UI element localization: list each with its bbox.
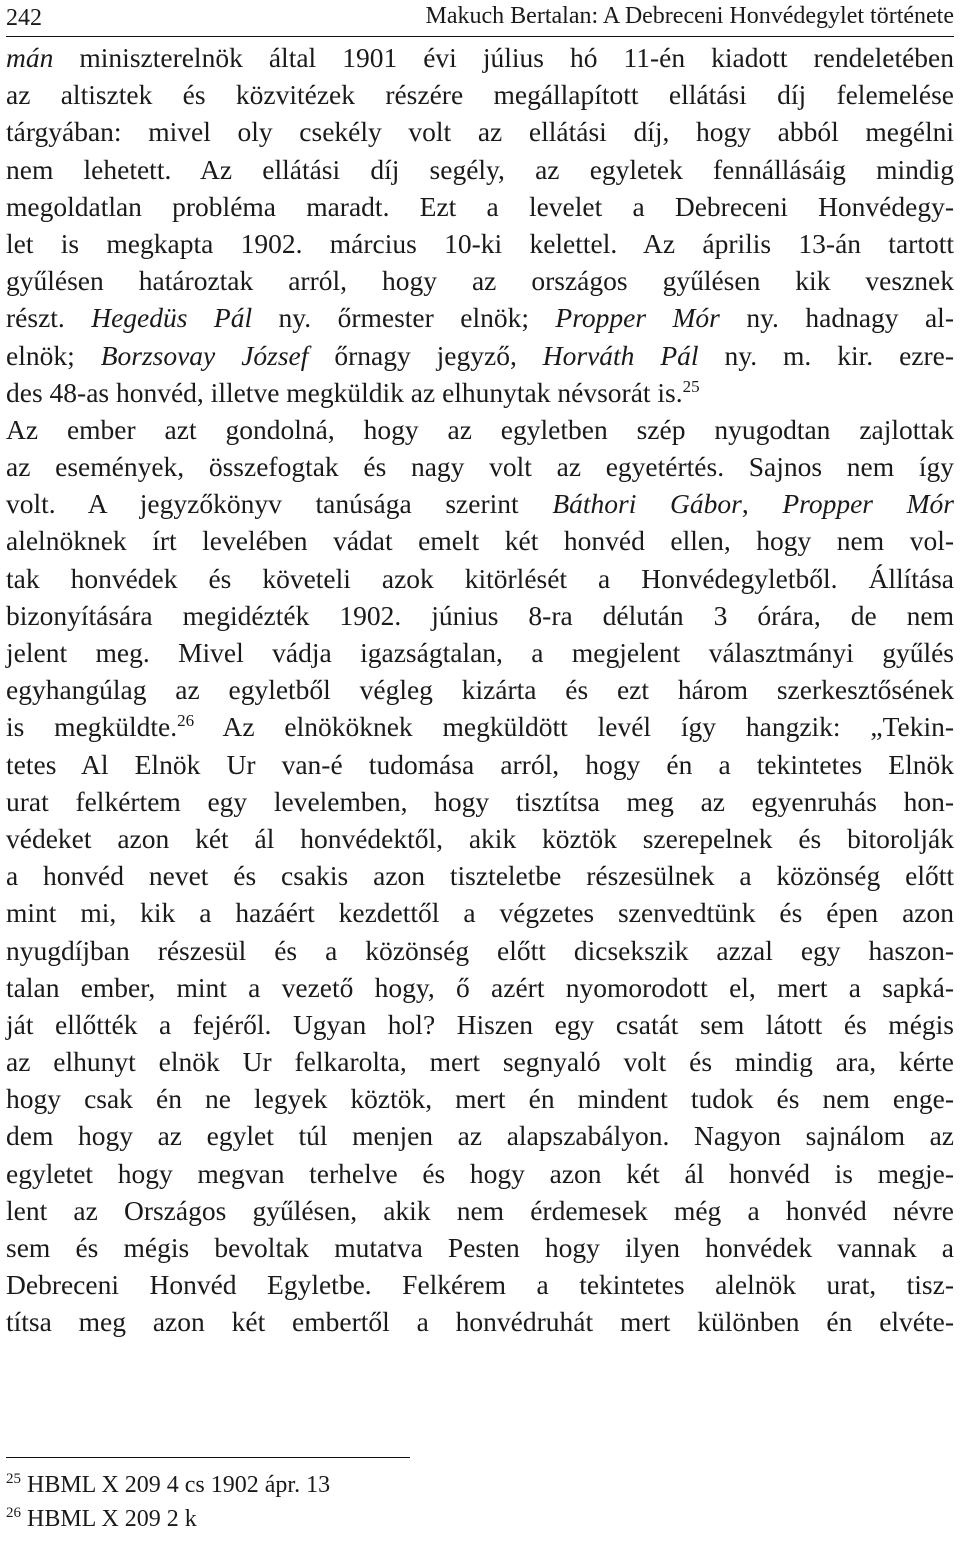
text-line: a honvéd nevet és csakis azon tiszteletbe részesülnek a közönség előtt — [6, 860, 954, 892]
text-line: részt. Hegedüs Pál ny. őrmester elnök; Propper Mór ny. hadnagy al- — [6, 302, 954, 334]
footnote-mark: 25 — [6, 1471, 21, 1487]
text-line: sem és mégis bevoltak mutatva Pesten hogy ilyen honvédek vannak a — [6, 1232, 954, 1263]
page-number: 242 — [6, 5, 42, 31]
text-line: mint mi, kik a hazáért kezdettől a végzetes szenvedtünk és épen azon — [6, 897, 954, 929]
text-line: gyűlésen határoztak arról, hogy az országos gyűlésen kik vesznek — [6, 265, 954, 297]
text-line: talan ember, mint a vezető hogy, ő azért nyomorodott el, mert a sapká- — [6, 971, 954, 1003]
text-line: tetes Al Elnök Ur van-é tudomása arról, hogy én a tekintetes Elnök — [6, 748, 954, 780]
text-line: lent az Országos gyűlésen, akik nem érdemesek még a honvéd névre — [6, 1194, 954, 1226]
running-title: Makuch Bertalan: A Debreceni Honvédegylet története — [425, 3, 954, 29]
text-line: egyhangúlag az egyletből végleg kizárta és ezt három szerkesztősének — [6, 674, 954, 706]
text-line: Az ember azt gondolná, hogy az egyletben szép nyugodtan zajlottak — [6, 413, 954, 445]
text-line: elnök; Borzsovay József őrnagy jegyző, Horváth Pál ny. m. kir. ezre- — [6, 339, 954, 371]
text-line: nyugdíjban részesül és a közönség előtt dicsekszik azzal egy haszon- — [6, 934, 954, 966]
text-line: nem lehetett. Az ellátási díj segély, az egyletek fennállásáig mindig — [6, 153, 954, 185]
text-line: védeket azon két ál honvédektől, akik köztök szerepelnek és bitorolják — [6, 822, 954, 854]
text-line: dem hogy az egylet túl menjen az alapszabályon. Nagyon sajnálom az — [6, 1120, 954, 1152]
footnote-text: HBML X 209 2 k — [27, 1506, 197, 1532]
text-line: hogy csak én ne legyek köztök, mert én mindent tudok és nem enge- — [6, 1083, 954, 1115]
text-line: des 48-as honvéd, illetve megküldik az elhunytak névsorát is.$^{25}$ — [6, 376, 700, 408]
text-line: Debreceni Honvéd Egyletbe. Felkérem a tekintetes alelnök urat, tisz- — [6, 1269, 954, 1301]
text-line: az események, összefogtak és nagy volt az egyetértés. Sajnos nem így — [6, 451, 954, 483]
footnote-text: HBML X 209 4 cs 1902 ápr. 13 — [27, 1472, 331, 1498]
text-line: let is megkapta 1902. március 10-ki kelettel. Az április 13-án tartott — [6, 227, 954, 259]
text-line: bizonyítására megidézték 1902. június 8-ra délután 3 órára, de nem — [6, 599, 954, 631]
footnote-separator — [6, 1457, 410, 1458]
text-line: ját ellőtték a fejéről. Ugyan hol? Hiszen egy csatát sem látott és mégis — [6, 1008, 954, 1040]
text-line: mán miniszterelnök által 1901 évi július hó 11-én kiadott rendeletében — [6, 42, 954, 73]
text-line: tak honvédek és követeli azok kitörlését a Honvédegyletből. Állítása — [6, 562, 954, 594]
footnotes — [6, 1468, 330, 1536]
text-line: urat felkértem egy levelemben, hogy tisztítsa meg az egyenruhás hon- — [6, 785, 954, 817]
text-line: volt. A jegyzőkönyv tanúsága szerint Báthori Gábor, Propper Mór — [6, 488, 955, 520]
text-line: jelent meg. Mivel vádja igazságtalan, a megjelent választmányi gyűlés — [6, 637, 954, 668]
footnote-26 — [6, 1502, 330, 1536]
body-text — [6, 37, 954, 1341]
text-line: alelnöknek írt levelében vádat emelt két honvéd ellen, hogy nem vol- — [6, 525, 954, 557]
page — [6, 0, 955, 1532]
text-line: títsa meg azon két embertől a honvédruhát mert különben én elvéte- — [6, 1306, 954, 1338]
footnote-25 — [6, 1468, 330, 1502]
running-head — [6, 0, 954, 37]
text-line: az elhunyt elnök Ur felkarolta, mert segnyaló volt és mindig ara, kérte — [6, 1046, 954, 1078]
text-line: az altisztek és közvitézek részére megállapított ellátási díj felemelése — [6, 79, 954, 111]
text-line: egyletet hogy megvan terhelve és hogy azon két ál honvéd is megje- — [6, 1157, 954, 1189]
text-line: tárgyában: mivel oly csekély volt az ellátási díj, hogy abból megélni — [6, 116, 954, 148]
text-line: megoldatlan probléma maradt. Ezt a levelet a Debreceni Honvédegy- — [6, 190, 954, 222]
footnote-mark: 26 — [6, 1505, 21, 1521]
text-line: is megküldte.$^{26}$ Az elnököknek megküldött levél így hangzik: „Tekin- — [6, 711, 954, 743]
